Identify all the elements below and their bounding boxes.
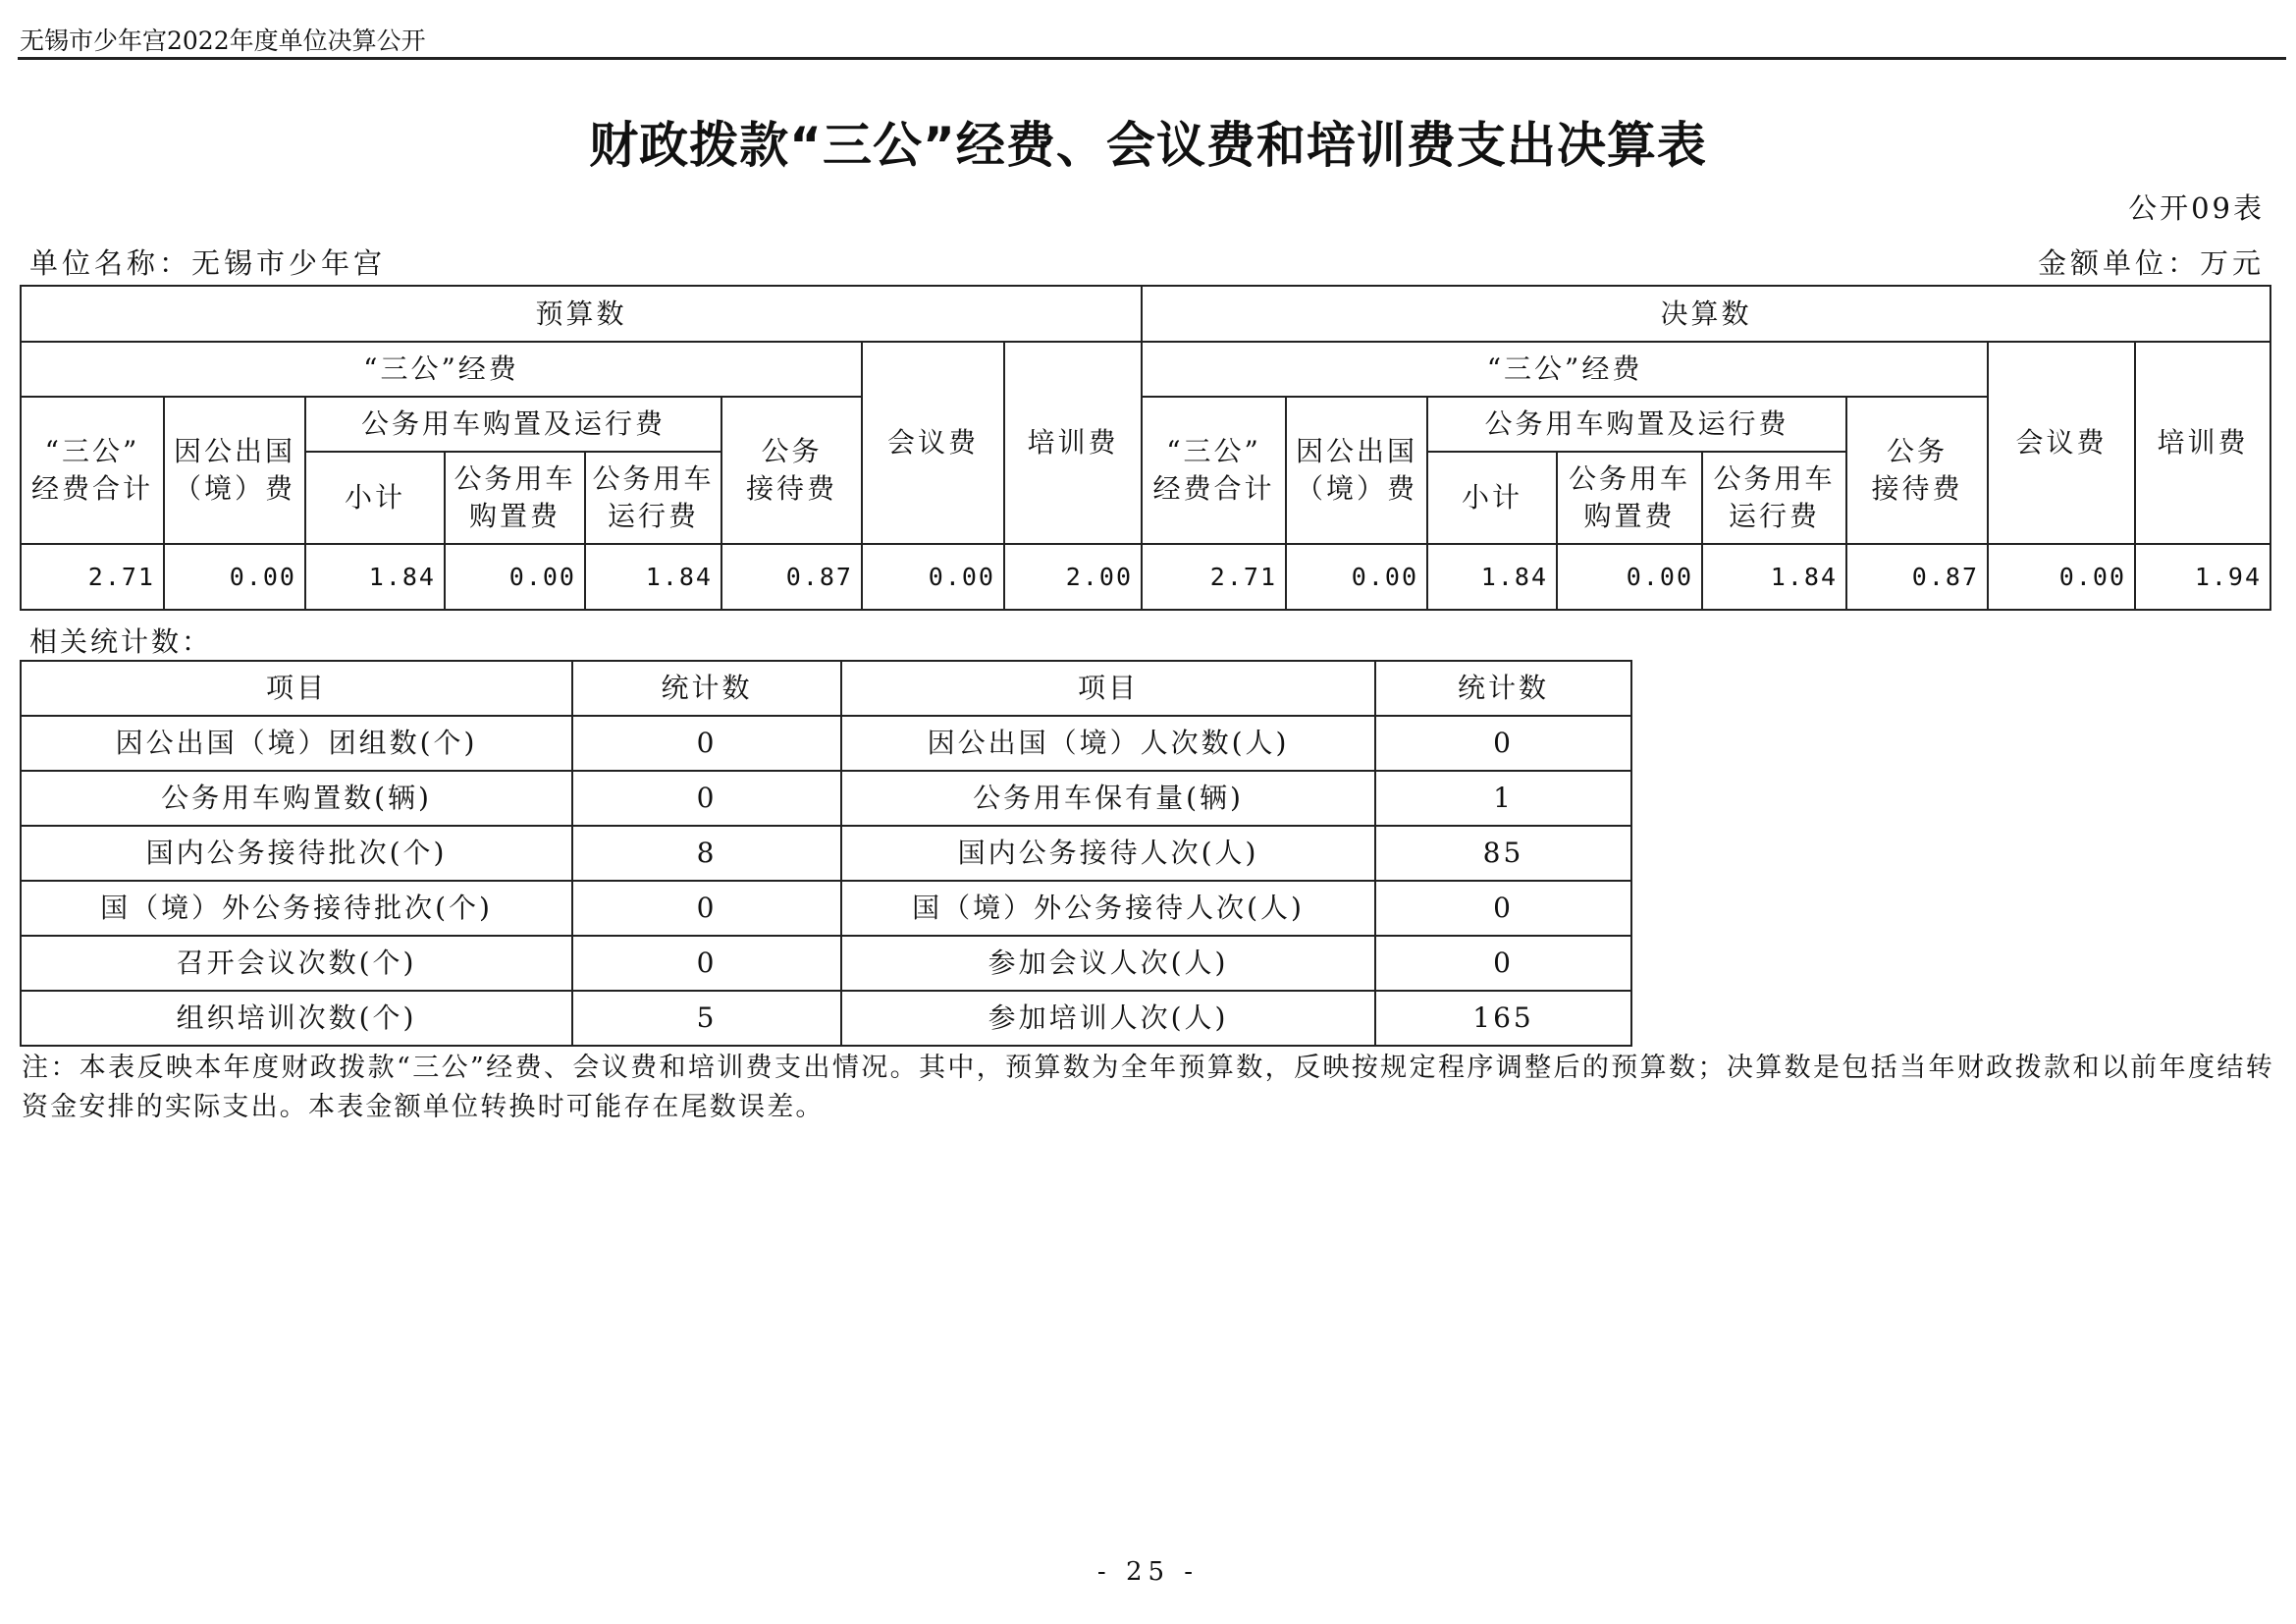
header-line: 公务用车 (592, 462, 715, 495)
header-line: 购置费 (1583, 500, 1676, 532)
header-line: 公务用车 (454, 462, 576, 495)
budget-vehicle-operation-header (585, 452, 721, 544)
final-reception: 0.87 (1846, 544, 1988, 610)
stats-count: 8 (572, 826, 841, 881)
final-subtotal-header: 小计 (1427, 452, 1557, 544)
stats-count: 0 (572, 771, 841, 826)
budget-reception: 0.87 (721, 544, 862, 610)
stats-count: 0 (1375, 936, 1631, 991)
budget-vehicle-operation: 1.84 (585, 544, 721, 610)
budget-meeting-fee-header: 会议费 (862, 342, 1004, 544)
table-row (21, 991, 1631, 1046)
table-row-values (21, 544, 2270, 610)
stats-item: 召开会议次数(个) (21, 936, 572, 991)
stats-count: 1 (1375, 771, 1631, 826)
stats-item: 国内公务接待批次(个) (21, 826, 572, 881)
final-vehicle-purchase-header (1557, 452, 1702, 544)
stats-item: 国（境）外公务接待人次(人) (841, 881, 1375, 936)
stats-header-count: 统计数 (572, 661, 841, 716)
header-line: 运行费 (1729, 500, 1821, 532)
final-vehicle-operation-header (1702, 452, 1846, 544)
table-row (21, 881, 1631, 936)
table-code: 公开09表 (2128, 191, 2265, 225)
stats-item: 公务用车保有量(辆) (841, 771, 1375, 826)
table-row (21, 716, 1631, 771)
header-line: （境）费 (1296, 472, 1418, 505)
stats-caption: 相关统计数： (29, 625, 213, 658)
header-line: 接待费 (745, 472, 837, 505)
stats-item: 公务用车购置数(辆) (21, 771, 572, 826)
stats-count: 0 (1375, 881, 1631, 936)
header-line: 运行费 (607, 500, 699, 532)
stats-count: 5 (572, 991, 841, 1046)
budget-training-fee-header: 培训费 (1004, 342, 1142, 544)
budget-vehicle-header: 公务用车购置及运行费 (305, 397, 721, 452)
stats-item: 参加培训人次(人) (841, 991, 1375, 1046)
budget-sangong-header: “三公”经费 (21, 342, 862, 397)
stats-header-item: 项目 (841, 661, 1375, 716)
final-sangong-header: “三公”经费 (1142, 342, 1988, 397)
budget-abroad-header (164, 397, 305, 544)
budget-vehicle-purchase-header (445, 452, 585, 544)
stats-count: 0 (572, 881, 841, 936)
stats-table (20, 660, 1632, 1047)
stats-item: 国（境）外公务接待批次(个) (21, 881, 572, 936)
stats-item: 因公出国（境）人次数(人) (841, 716, 1375, 771)
header-line: 经费合计 (30, 472, 153, 505)
header-line: 因公出国 (173, 435, 295, 467)
stats-count: 85 (1375, 826, 1631, 881)
final-training-fee-header: 培训费 (2135, 342, 2270, 544)
stats-count: 0 (1375, 716, 1631, 771)
stats-item: 参加会议人次(人) (841, 936, 1375, 991)
header-line: 公务用车 (1713, 462, 1836, 495)
table-row (21, 826, 1631, 881)
header-line: 经费合计 (1152, 472, 1275, 505)
group-final: 决算数 (1142, 286, 2270, 342)
budget-sangong-total: 2.71 (21, 544, 164, 610)
final-vehicle-subtotal: 1.84 (1427, 544, 1557, 610)
budget-meeting-fee: 0.00 (862, 544, 1004, 610)
stats-count: 0 (572, 716, 841, 771)
final-sangong-total: 2.71 (1142, 544, 1286, 610)
header-line: “三公” (44, 435, 140, 467)
budget-sangong-total-header (21, 397, 164, 544)
amount-unit: 金额单位：万元 (2037, 246, 2265, 280)
stats-count: 165 (1375, 991, 1631, 1046)
budget-vehicle-purchase: 0.00 (445, 544, 585, 610)
budget-reception-header (721, 397, 862, 544)
group-budget: 预算数 (21, 286, 1142, 342)
stats-header-count: 统计数 (1375, 661, 1631, 716)
stats-item: 因公出国（境）团组数(个) (21, 716, 572, 771)
header-line: “三公” (1166, 435, 1261, 467)
page-title: 财政拨款“三公”经费、会议费和培训费支出决算表 (589, 117, 1707, 174)
final-vehicle-header: 公务用车购置及运行费 (1427, 397, 1846, 452)
table-row (21, 936, 1631, 991)
budget-subtotal-header: 小计 (305, 452, 445, 544)
running-header: 无锡市少年宫2022年度单位决算公开 (20, 27, 426, 55)
stats-item: 国内公务接待人次(人) (841, 826, 1375, 881)
page-number: - 25 - (1096, 1557, 1200, 1587)
header-line: 公务 (761, 435, 823, 467)
header-line: 接待费 (1871, 472, 1963, 505)
expenditure-table (20, 285, 2271, 611)
budget-vehicle-subtotal: 1.84 (305, 544, 445, 610)
header-line: 公务用车 (1569, 462, 1691, 495)
stats-header-row (21, 661, 1631, 716)
header-line: （境）费 (173, 472, 295, 505)
final-abroad-header (1286, 397, 1427, 544)
footnote: 注：本表反映本年度财政拨款“三公”经费、会议费和培训费支出情况。其中，预算数为全年预算数，反映按规定程序调整后的预算数；决算数是包括当年财政拨款和以前年度结转资金安排的实际支出。本表金额单位转换时可能存在尾数误差。 (22, 1053, 2274, 1122)
final-meeting-fee-header: 会议费 (1988, 342, 2135, 544)
header-line: 因公出国 (1296, 435, 1418, 467)
final-vehicle-operation: 1.84 (1702, 544, 1846, 610)
budget-abroad: 0.00 (164, 544, 305, 610)
header-rule (18, 57, 2286, 60)
final-meeting-fee: 0.00 (1988, 544, 2135, 610)
header-line: 公务 (1887, 435, 1949, 467)
final-sangong-total-header (1142, 397, 1286, 544)
stats-item: 组织培训次数(个) (21, 991, 572, 1046)
unit-name: 单位名称：无锡市少年宫 (29, 246, 387, 280)
final-vehicle-purchase: 0.00 (1557, 544, 1702, 610)
budget-training-fee: 2.00 (1004, 544, 1142, 610)
final-reception-header (1846, 397, 1988, 544)
final-abroad: 0.00 (1286, 544, 1427, 610)
stats-header-item: 项目 (21, 661, 572, 716)
header-line: 购置费 (468, 500, 561, 532)
table-row (21, 771, 1631, 826)
final-training-fee: 1.94 (2135, 544, 2270, 610)
stats-count: 0 (572, 936, 841, 991)
